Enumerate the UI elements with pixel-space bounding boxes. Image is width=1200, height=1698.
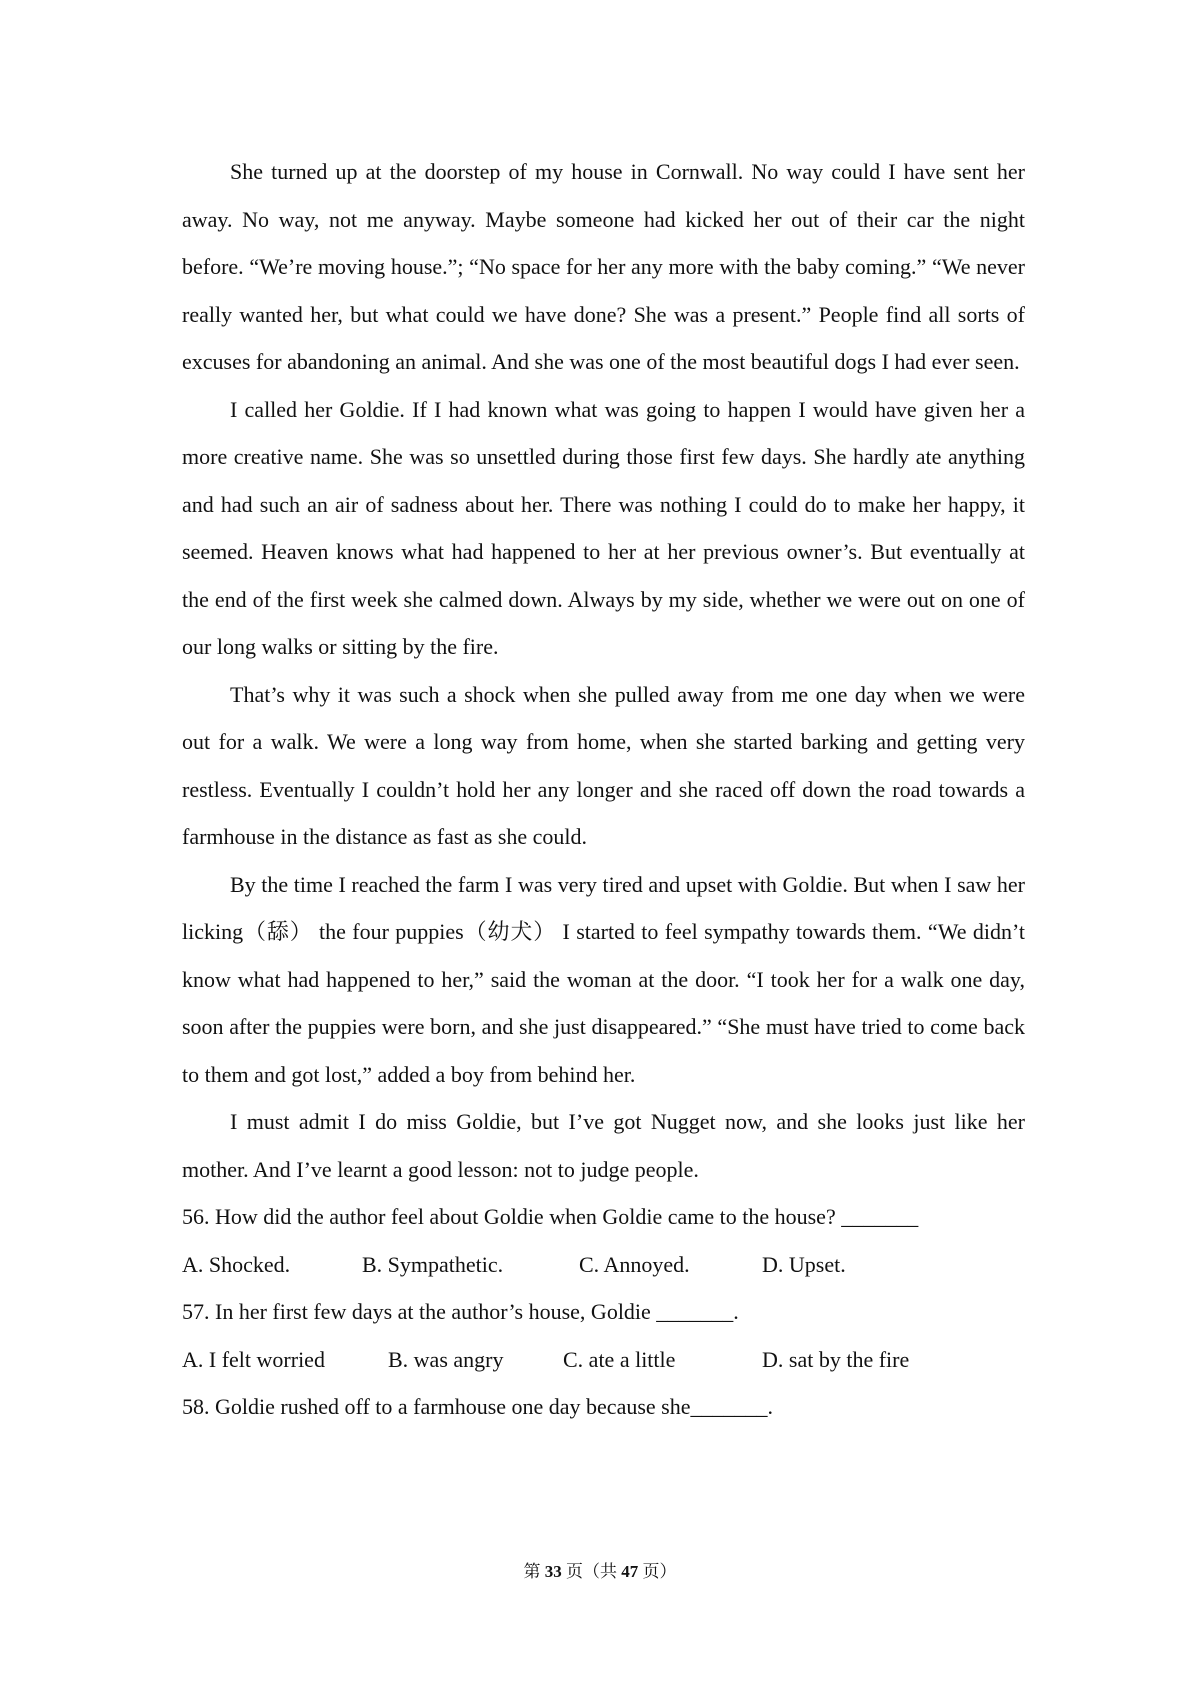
document-body xyxy=(182,148,1025,1431)
passage-paragraph-3: That’s why it was such a shock when she pulled away from me one day when we were out for a walk. We were a long way from home, when she started barking and getting very restless. Eventually I couldn’t hold her any longer and she raced off down the road towards a farmhouse in the distance as fast as she could. xyxy=(182,681,1025,849)
passage-paragraph-2: I called her Goldie. If I had known what was going to happen I would have given her a more creative name. She was so unsettled during those first few days. She hardly ate anything and had such an air of sadness about her. There was nothing I could do to make her happy, it seemed. Heaven knows what had happened to her at her previous owner’s. But eventually at the end of the first week she calmed down. Always by my side, whether we were out on one of our long walks or sitting by the fire. xyxy=(182,396,1025,659)
question-56-option-d: D. Upset. xyxy=(762,1251,846,1277)
footer-prefix: 第 xyxy=(523,1562,545,1581)
footer-current-page: 33 xyxy=(544,1562,562,1581)
question-58-stem: 58. Goldie rushed off to a farmhouse one day because she_______. xyxy=(182,1394,773,1419)
passage-paragraph-4: By the time I reached the farm I was very tired and upset with Goldie. But when I saw her licking（舔） the four puppies（幼犬） I started to feel sympathy towards them. “We didn’t know what had happened to her,” said the woman at the door. “I took her for a walk one day, soon after the puppies were born, and she just disappeared.” “She must have tried to come back to them and got lost,” added a boy from behind her. xyxy=(182,871,1025,1087)
question-57-option-d: D. sat by the fire xyxy=(762,1346,910,1372)
question-57-options xyxy=(182,1336,1025,1384)
passage-paragraph-5: I must admit I do miss Goldie, but I’ve got Nugget now, and she looks just like her mother. And I’ve learnt a good lesson: not to judge people. xyxy=(182,1109,1025,1182)
question-57-option-a: A. I felt worried xyxy=(182,1346,325,1372)
footer-total-pages: 47 xyxy=(621,1562,639,1581)
footer-middle: 页（共 xyxy=(561,1562,622,1581)
question-56-option-a: A. Shocked. xyxy=(182,1251,291,1277)
passage-paragraph-1: She turned up at the doorstep of my house in Cornwall. No way could I have sent her away. No way, not me anyway. Maybe someone had kicked her out of their car the night before. “We’re moving house.”; “No space for her any more with the baby coming.” “We never really wanted her, but what could we have done? She was a present.” People find all sorts of excuses for abandoning an animal. And she was one of the most beautiful dogs I had ever seen. xyxy=(182,159,1025,374)
footer-suffix: 页） xyxy=(638,1562,677,1581)
question-56-stem: 56. How did the author feel about Goldie when Goldie came to the house? _______ xyxy=(182,1204,919,1229)
question-56-option-b: B. Sympathetic. xyxy=(362,1251,504,1277)
question-57-stem: 57. In her first few days at the author’s house, Goldie _______. xyxy=(182,1299,739,1324)
question-57-option-b: B. was angry xyxy=(388,1346,504,1372)
question-56-options xyxy=(182,1241,1025,1289)
question-56-option-c: C. Annoyed. xyxy=(579,1251,690,1277)
page-footer xyxy=(0,1560,1200,1584)
question-57-option-c: C. ate a little xyxy=(563,1346,676,1372)
